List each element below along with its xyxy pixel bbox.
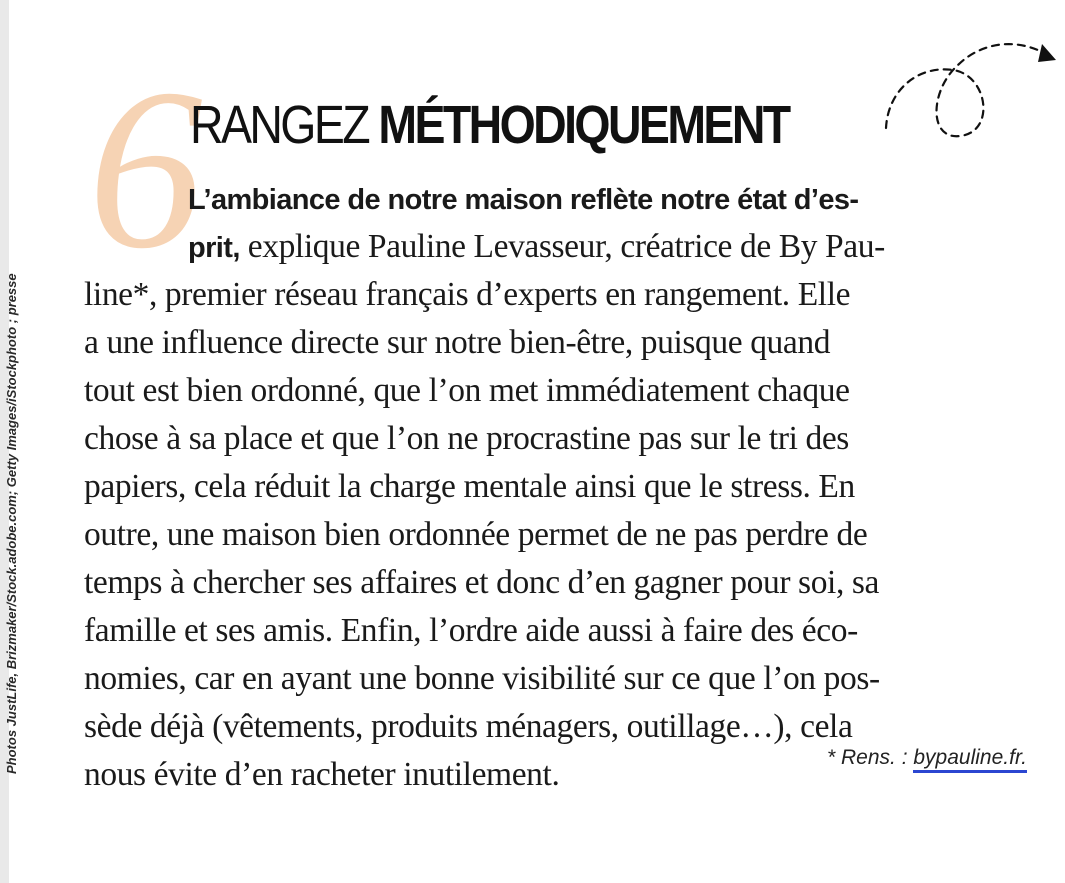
lead-text: L’ambiance de notre maison reflète notre état d’es- — [188, 184, 859, 216]
line-text: a une influence directe sur notre bien-être, puisque quand — [84, 324, 831, 361]
body-line — [84, 175, 1034, 223]
body-line — [84, 703, 1034, 751]
article-body — [84, 175, 1034, 799]
lead-text: prit, — [188, 232, 240, 264]
line-text: nomies, car en ayant une bonne visibilité sur ce que l’on pos- — [84, 660, 880, 697]
body-line — [84, 367, 1034, 415]
title-bold: MÉTHODIQUEMENT — [378, 95, 789, 155]
footnote-prefix: * Rens. : — [827, 746, 914, 769]
line-text: famille et ses amis. Enfin, l’ordre aide aussi à faire des éco- — [84, 612, 858, 649]
line-text: chose à sa place et que l’on ne procrastine pas sur le tri des — [84, 420, 849, 457]
body-line — [84, 655, 1034, 703]
body-line — [84, 559, 1034, 607]
photo-credit: Photos JustLife, Brizmaker/Stock.adobe.com; Getty Images/iStockphoto ; presse — [4, 273, 19, 774]
title-light: RANGEZ — [190, 95, 379, 155]
line-text: outre, une maison bien ordonnée permet de ne pas perdre de — [84, 516, 868, 553]
dashed-loop-arrow-icon — [878, 20, 1058, 150]
line-text: nous évite d’en racheter inutilement. — [84, 756, 560, 793]
section-number: 6 — [88, 41, 203, 296]
line-text: explique Pauline Levasseur, créatrice de By Pau- — [239, 228, 885, 265]
line-text: papiers, cela réduit la charge mentale ainsi que le stress. En — [84, 468, 855, 505]
footnote-link[interactable]: bypauline.fr. — [913, 746, 1027, 773]
body-line — [84, 271, 1034, 319]
line-text: temps à chercher ses affaires et donc d’en gagner pour soi, sa — [84, 564, 880, 601]
body-line — [84, 607, 1034, 655]
body-line — [84, 319, 1034, 367]
body-line — [84, 223, 1034, 271]
line-text: sède déjà (vêtements, produits ménagers, outillage…), cela — [84, 708, 853, 745]
body-line — [84, 511, 1034, 559]
line-text: line*, premier réseau français d’experts en rangement. Elle — [84, 276, 851, 313]
body-line — [84, 415, 1034, 463]
article-title — [190, 93, 789, 157]
line-text: tout est bien ordonné, que l’on met immédiatement chaque — [84, 372, 850, 409]
body-line — [84, 463, 1034, 511]
footnote — [827, 746, 1027, 770]
